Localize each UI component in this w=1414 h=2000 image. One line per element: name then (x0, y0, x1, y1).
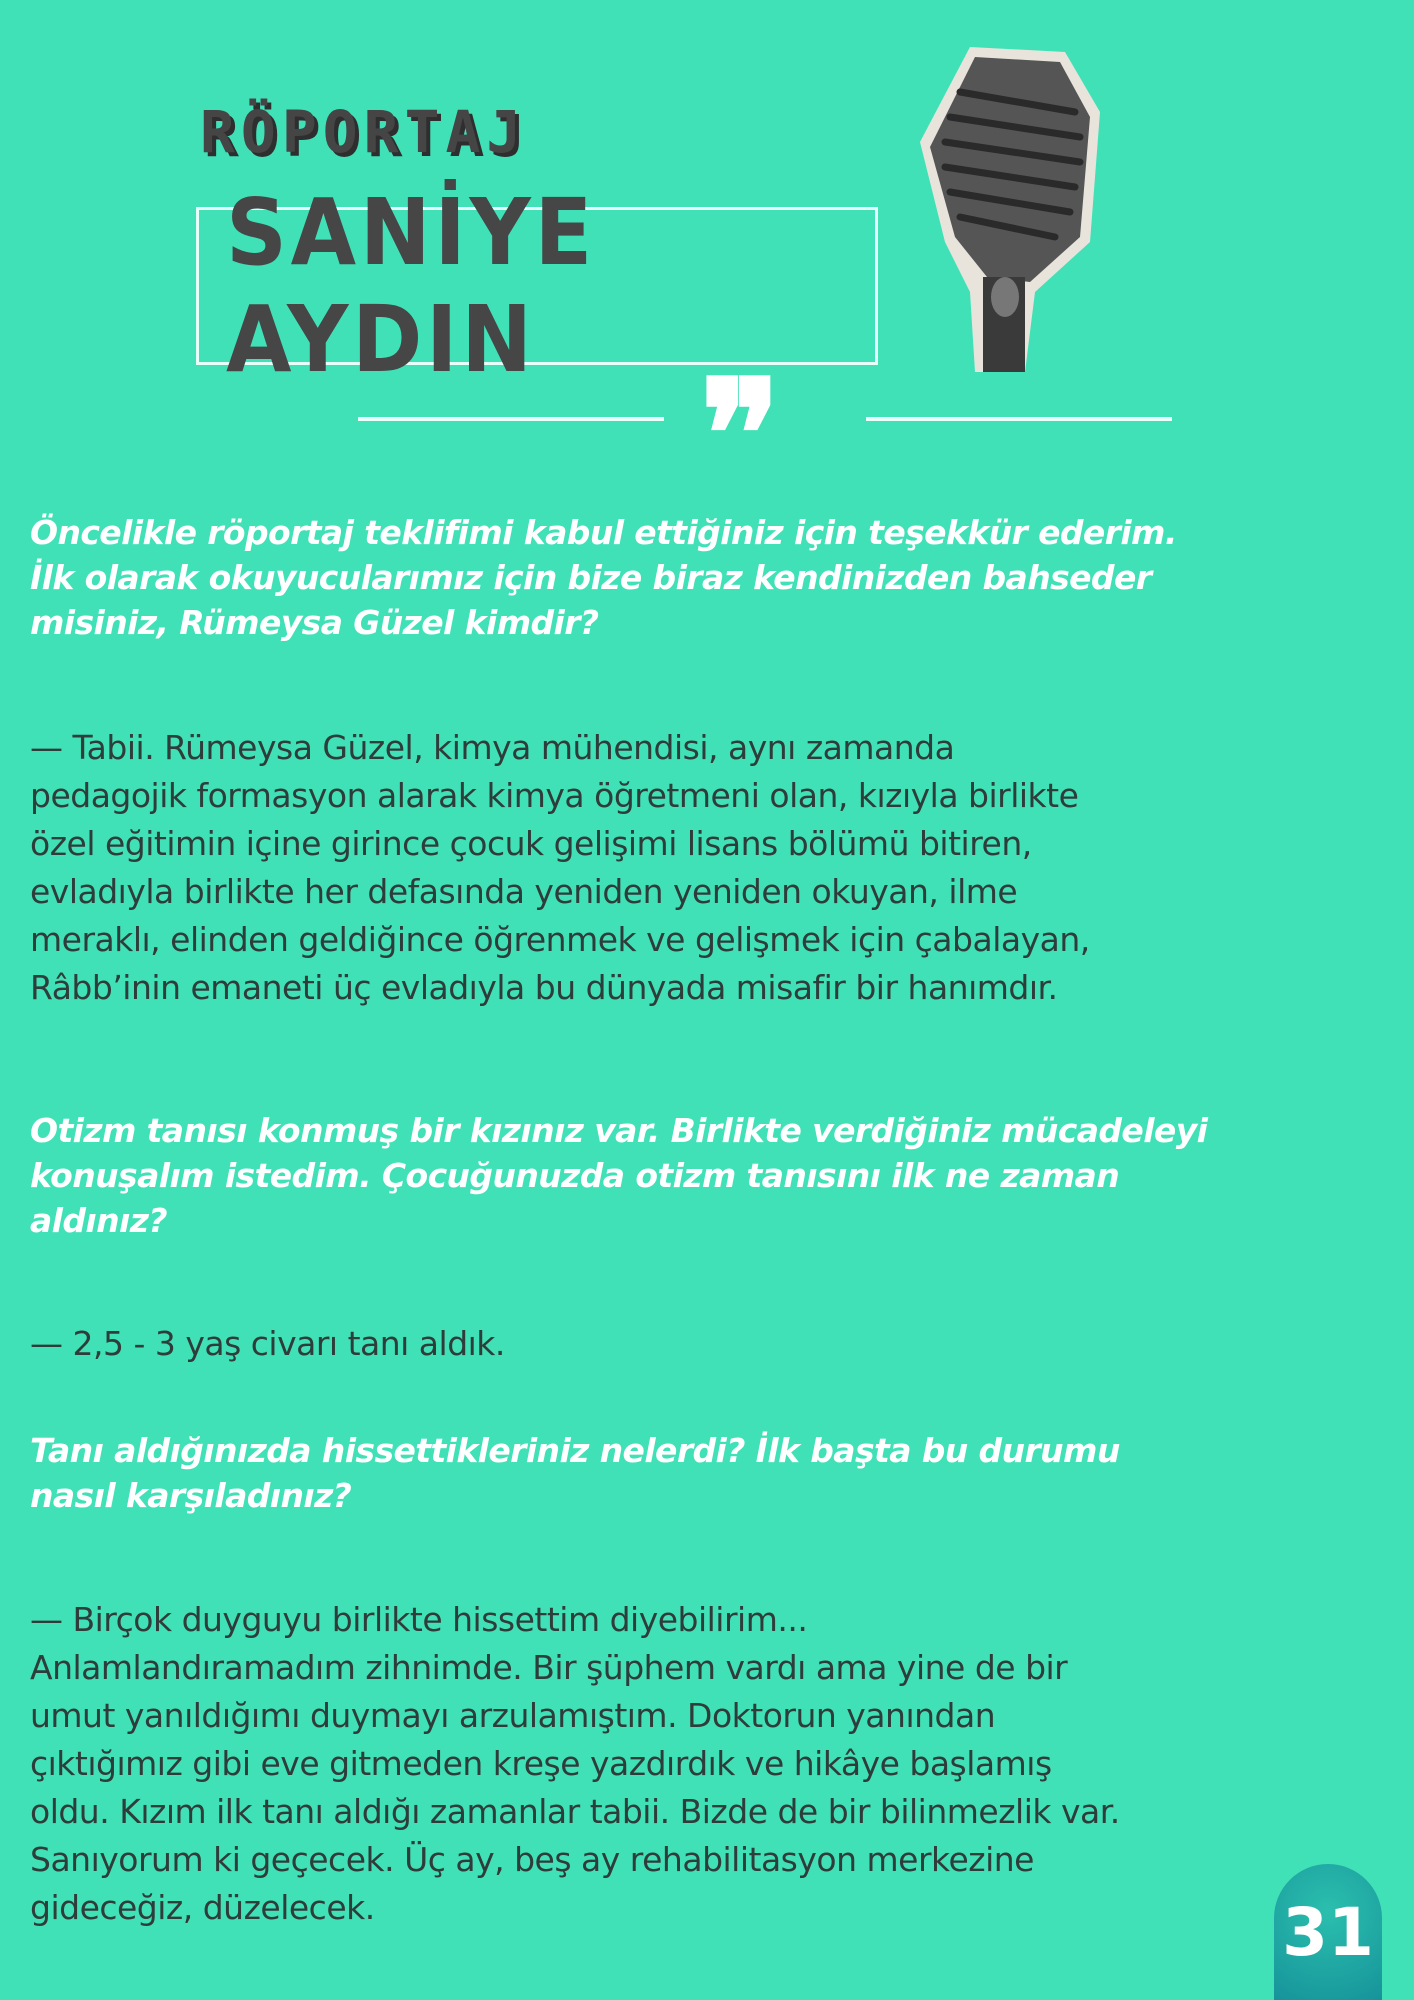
text-line: — Tabii. Rümeysa Güzel, kimya mühendisi, aynı zamanda (30, 728, 955, 767)
text-line: pedagojik formasyon alarak kimya öğretmeni olan, kızıyla birlikte (30, 776, 1079, 815)
answer-1 (30, 724, 1400, 1012)
interviewee-name-box (196, 179, 878, 393)
text-line: nasıl karşıladınız? (30, 1476, 352, 1515)
page-number-badge: 31 (1274, 1864, 1382, 2000)
divider-right (866, 417, 1172, 421)
text-line: konuşalım istedim. Çocuğunuzda otizm tanısını ilk ne zaman (30, 1156, 1120, 1195)
text-line: Tanı aldığınızda hissettikleriniz nelerdi? İlk başta bu durumu (30, 1431, 1120, 1470)
text-line: Râbb’inin emaneti üç evladıyla bu dünyada misafir bir hanımdır. (30, 968, 1058, 1007)
divider-left (358, 417, 664, 421)
text-line: özel eğitimin içine girince çocuk gelişimi lisans bölümü bitiren, (30, 824, 1032, 863)
text-line: — 2,5 - 3 yaş civarı tanı aldık. (30, 1324, 505, 1363)
text-line: Anlamlandıramadım zihnimde. Bir şüphem vardı ama yine de bir (30, 1648, 1068, 1687)
text-line: oldu. Kızım ilk tanı aldığı zamanlar tabii. Bizde de bir bilinmezlik var. (30, 1792, 1120, 1831)
text-line: misiniz, Rümeysa Güzel kimdir? (30, 603, 599, 642)
interviewee-name: SANİYE AYDIN (226, 179, 597, 393)
text-line: — Birçok duyguyu birlikte hissettim diyebilirim... (30, 1600, 808, 1639)
text-line: gideceğiz, düzelecek. (30, 1888, 375, 1927)
text-line: meraklı, elinden geldiğince öğrenmek ve gelişmek için çabalayan, (30, 920, 1090, 959)
quote-mark-icon: ❞ (700, 347, 781, 523)
question-3 (30, 1428, 1400, 1518)
text-line: İlk olarak okuyucularımız için bize biraz kendinizden bahseder (30, 558, 1152, 597)
question-1 (30, 510, 1400, 645)
answer-2 (30, 1320, 1400, 1368)
text-line: Öncelikle röportaj teklifimi kabul ettiğiniz için teşekkür ederim. (30, 513, 1177, 552)
text-line: çıktığımız gibi eve gitmeden kreşe yazdırdık ve hikâye başlamış (30, 1744, 1052, 1783)
text-line: evladıyla birlikte her defasında yeniden yeniden okuyan, ilme (30, 872, 1018, 911)
text-line: Sanıyorum ki geçecek. Üç ay, beş ay rehabilitasyon merkezine (30, 1840, 1034, 1879)
microphone-illustration-icon (915, 42, 1105, 372)
text-line: umut yanıldığımı duymayı arzulamıştım. Doktorun yanından (30, 1696, 996, 1735)
section-kicker: RÖPORTAJ (200, 98, 528, 166)
text-line: aldınız? (30, 1201, 167, 1240)
answer-3 (30, 1596, 1400, 1932)
text-line: Otizm tanısı konmuş bir kızınız var. Birlikte verdiğiniz mücadeleyi (30, 1111, 1208, 1150)
question-2 (30, 1108, 1400, 1243)
